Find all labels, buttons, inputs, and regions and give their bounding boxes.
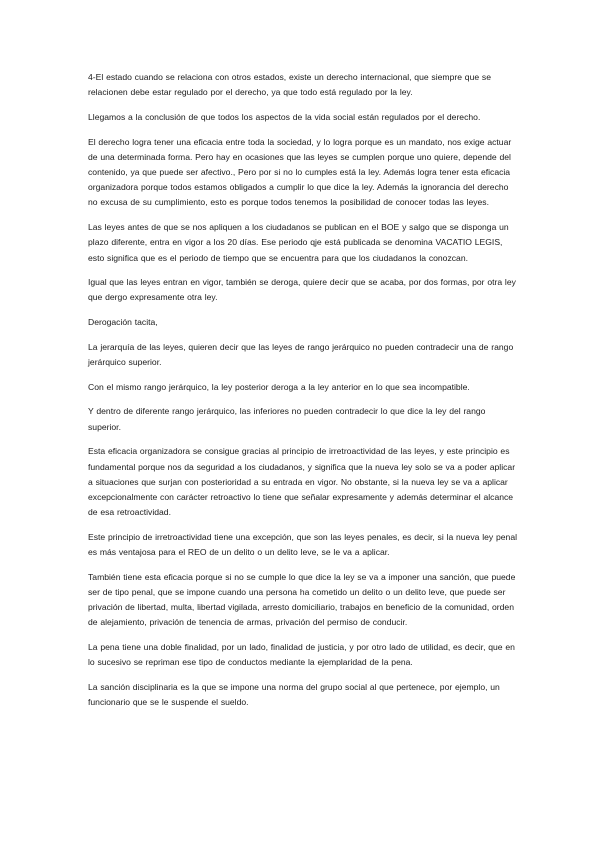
paragraph-hierarchy: La jerarquía de las leyes, quieren decir que las leyes de rango jerárquico no pueden contradecir una de rango jerárquico superior. [88,341,514,368]
paragraph-sanction: También tiene esta eficacia porque si no se cumple lo que dice la ley se va a imponer una sanción, que puede ser de tipo penal, que se impone cuando una persona ha cometido un delito o un delito leve, que puede ser privación de libertad, multa, libertad vigilada, arresto domiciliario, trabajos en beneficio de la comunidad, orden de alejamiento, privación de tenencia de armas, privación del permiso de conducir. [88,571,516,628]
paragraph-irretroactivity: Esta eficacia organizadora se consigue gracias al principio de irretroactividad de las leyes, y este principio es fundamental porque nos da seguridad a los ciudadanos, y significa que la nueva ley solo se va a poder aplicar a situaciones que surjan con posterioridad a su entrada en vigor. No obstante, si la nueva ley se va a aplicar excepcionalmente con carácter retroactivo lo tiene que señalar expresamente y además determinar el alcance de esa retroactividad. [88,446,516,518]
paragraph-penalty-purpose: La pena tiene una doble finalidad, por un lado, finalidad de justicia, y por otro lado de utilidad, es decir, que en lo sucesivo se repriman ese tipo de conductos mediante la ejemplaridad de la pena. [88,642,515,668]
paragraph-efficacy: El derecho logra tener una eficacia entre toda la sociedad, y lo logra porque es un mandato, nos exige actuar de una determinada forma. Pero hay en ocasiones que las leyes se cumplen porque uno quiere, depende del contenido, ya que puede ser afectivo., Pero por si no lo cumples está la ley. Además logra tener esta eficacia organizadora porque todos estamos obligados a cumplir lo que dice la ley. Además la ignorancia del derecho no excusa de su cumplimiento, esto es porque todos tenemos la posibilidad de conocer todas las leyes. [88,136,512,208]
paragraph-international-law: 4-El estado cuando se relaciona con otros estados, existe un derecho internacional, que siempre que se relacionen debe estar regulado por el derecho, ya que todo está regulado por la ley. [88,72,491,98]
paragraph-same-rank: Con el mismo rango jerárquico, la ley posterior deroga a la ley anterior en lo que sea incompatible. [88,381,470,392]
paragraph-vacatio-legis: Las leyes antes de que se nos apliquen a los ciudadanos se publican en el BOE y salgo que se disponga un plazo diferente, entra en vigor a los 20 días. Ese periodo qje está publicada se denomina VACATIO LEGIS, esto significa que es el periodo de tiempo que se encuentra para que los ciudadanos la conozcan. [88,222,509,263]
paragraph-derogation: Igual que las leyes entran en vigor, también se deroga, quiere decir que se acaba, por dos formas, por otra ley que dergo expresamente otra ley. [88,277,516,303]
paragraph-tacit-derogation: Derogación tacita, [88,317,158,328]
paragraph-disciplinary-sanction: La sanción disciplinaria es la que se impone una norma del grupo social al que pertenece, por ejemplo, un funcionario que se le suspende el sueldo. [88,682,500,708]
paragraph-penal-exception: Este principio de irretroactividad tiene una excepción, que son las leyes penales, es decir, si la nueva ley penal es más ventajosa para el REO de un delito o un delito leve, se le va a aplicar. [88,531,518,558]
document-body [88,70,520,720]
paragraph-different-rank: Y dentro de diferente rango jerárquico, las inferiores no pueden contradecir lo que dice la ley del rango superior. [88,406,486,432]
paragraph-conclusion: Llegamos a la conclusión de que todos los aspectos de la vida social están regulados por el derecho. [88,111,481,122]
